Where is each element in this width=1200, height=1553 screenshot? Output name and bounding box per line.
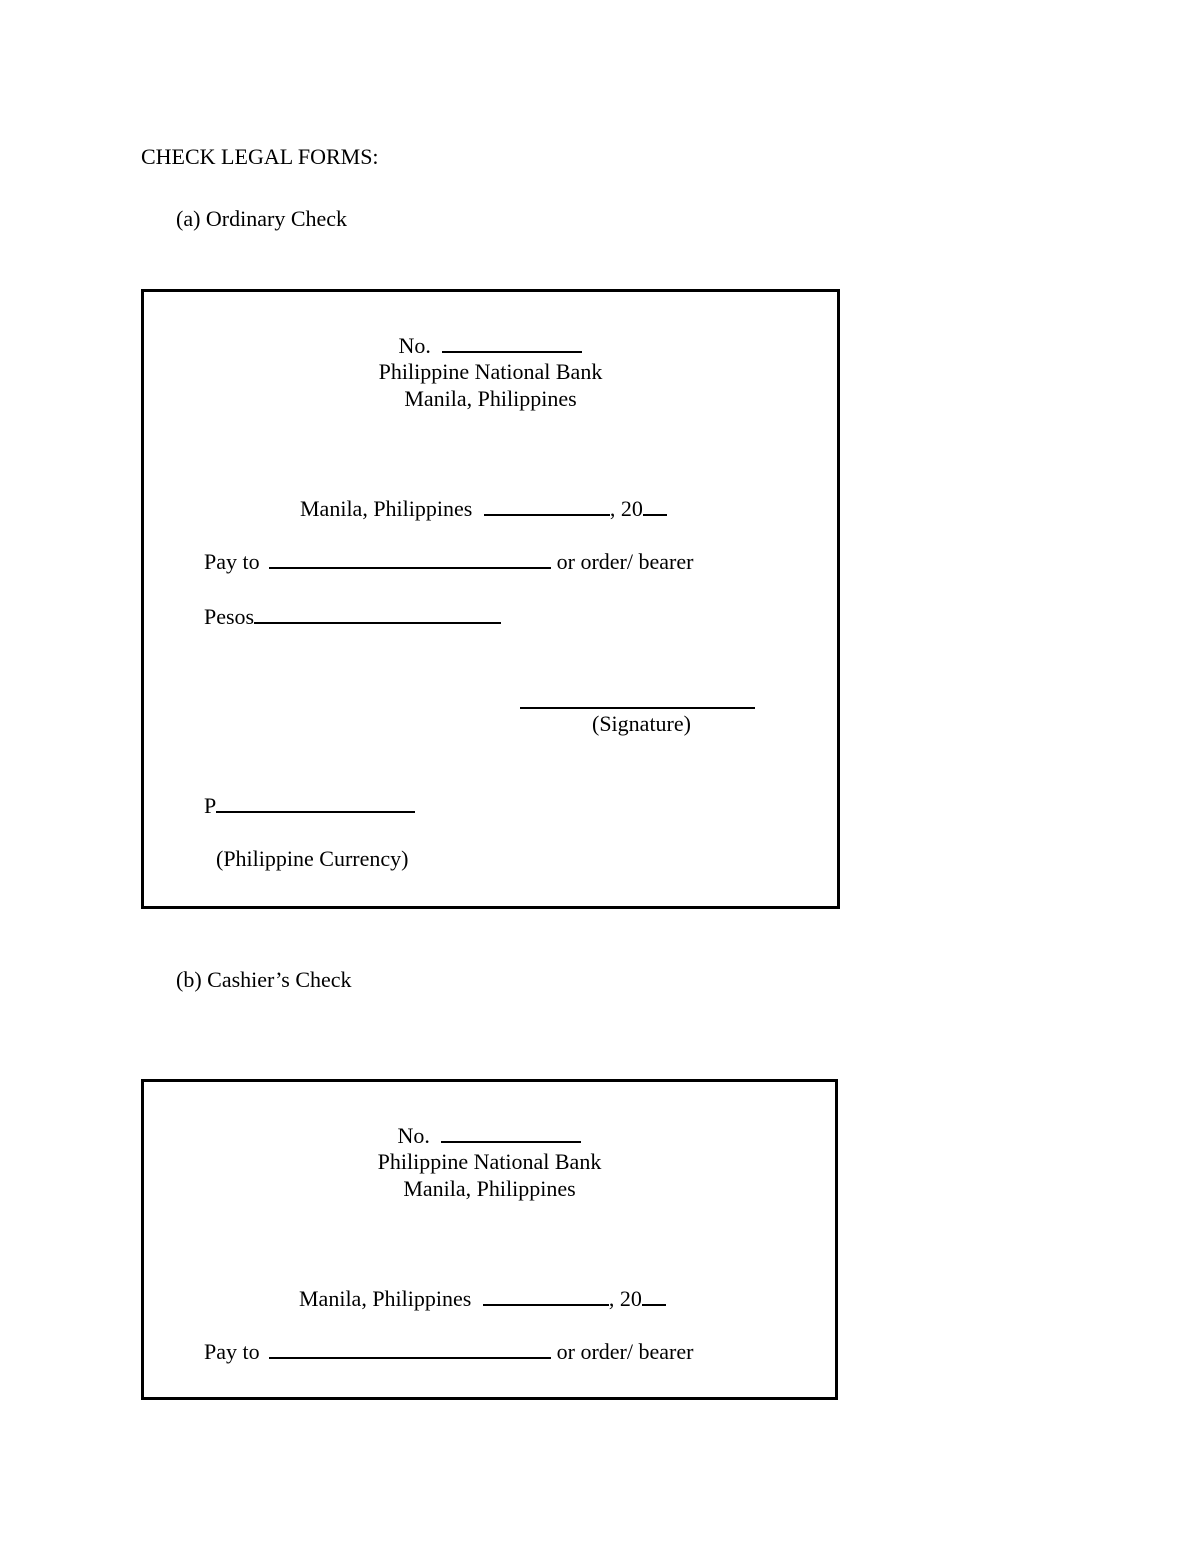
check-number-label: No. bbox=[397, 1123, 430, 1148]
pay-to-row bbox=[204, 550, 693, 573]
payee-blank[interactable] bbox=[269, 1340, 551, 1359]
year-blank[interactable] bbox=[643, 497, 667, 516]
bank-location: Manila, Philippines bbox=[404, 386, 577, 411]
or-order-bearer-label: or order/ bearer bbox=[556, 1339, 694, 1364]
document-heading: CHECK LEGAL FORMS: bbox=[141, 144, 379, 169]
amount-figure-blank[interactable] bbox=[216, 794, 415, 813]
date-place-label: Manila, Philippines bbox=[299, 1286, 472, 1311]
check-number-label: No. bbox=[398, 333, 431, 358]
date-row bbox=[299, 1287, 666, 1310]
pay-to-label: Pay to bbox=[204, 549, 260, 574]
pay-to-label: Pay to bbox=[204, 1339, 260, 1364]
year-blank[interactable] bbox=[642, 1287, 666, 1306]
pesos-row bbox=[204, 605, 501, 628]
payee-blank[interactable] bbox=[269, 550, 551, 569]
check-number-blank[interactable] bbox=[441, 1124, 581, 1143]
ordinary-check-form bbox=[141, 289, 840, 909]
amount-words-blank[interactable] bbox=[254, 605, 501, 624]
date-year-prefix: , 20 bbox=[608, 1286, 642, 1311]
amount-figure-row bbox=[204, 794, 415, 817]
bank-name: Philippine National Bank bbox=[378, 359, 603, 384]
date-place-label: Manila, Philippines bbox=[300, 496, 473, 521]
pay-to-row bbox=[204, 1340, 693, 1363]
check-number-blank[interactable] bbox=[442, 334, 582, 353]
signature-label: (Signature) bbox=[592, 711, 691, 736]
cashiers-check-form bbox=[141, 1079, 838, 1400]
check-number-row bbox=[144, 1124, 835, 1147]
currency-label: (Philippine Currency) bbox=[216, 846, 409, 871]
pesos-label: Pesos bbox=[204, 604, 255, 629]
or-order-bearer-label: or order/ bearer bbox=[556, 549, 694, 574]
section-a-title: (a) Ordinary Check bbox=[176, 206, 348, 231]
signature-line[interactable] bbox=[520, 707, 755, 709]
check-number-row bbox=[144, 334, 837, 357]
date-blank[interactable] bbox=[484, 497, 610, 516]
bank-name: Philippine National Bank bbox=[377, 1149, 602, 1174]
section-b-title: (b) Cashier’s Check bbox=[176, 967, 352, 992]
date-year-prefix: , 20 bbox=[609, 496, 643, 521]
date-blank[interactable] bbox=[483, 1287, 609, 1306]
peso-sign: P bbox=[204, 793, 217, 818]
bank-location: Manila, Philippines bbox=[403, 1176, 576, 1201]
date-row bbox=[300, 497, 667, 520]
